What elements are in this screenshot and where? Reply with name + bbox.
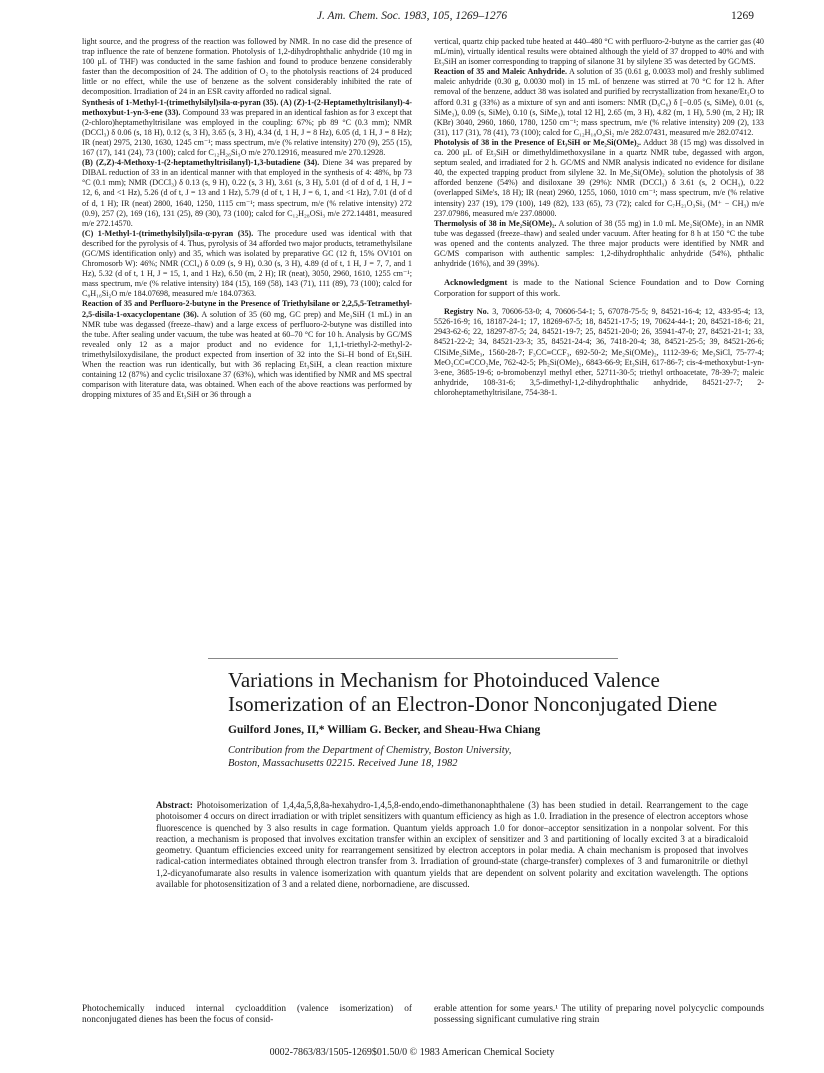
registry-heading: Registry No.: [444, 307, 489, 317]
article-authors: Guilford Jones, II,* William G. Becker, and Sheau-Hwa Chiang: [228, 724, 541, 736]
abstract: [156, 800, 748, 890]
section-body: A solution of 38 (55 mg) in 1.0 mL Me₂Si(OMe)₂ in an NMR tube was degassed (freeze–thaw) and sealed under vacuum. After heating for 8 h at 150 °C the tube was opened and the contents analyzed. The three major products were identified by NMR and GC/MS comparison with authentic samples: 1,2-dihydrophthalic anhydride (54%), phthalic anhydride (16%), and 39 (39%).: [434, 218, 764, 269]
intro-text: erable attention for some years.¹ The utility of preparing novel polycyclic compounds possessing significant cumulative ring strain: [434, 1004, 764, 1026]
article-title: Variations in Mechanism for Photoinduced Valence Isomerization of an Electron-Donor Nonconjugated Diene: [228, 668, 718, 716]
page-number: 1269: [731, 10, 754, 22]
article-affiliation: [228, 744, 728, 770]
right-column: [434, 37, 764, 398]
journal-citation: J. Am. Chem. Soc. 1983, 105, 1269–1276: [316, 10, 508, 22]
paragraph: light source, and the progress of the reaction was followed by NMR. In no case did the presence of trap influence the rate of benzene formation. Photolysis of 1,2-dihydrophthalic anhydride (10 mg in 100 μL of THF) was conducted in the same fashion and found to produce benzene considerably faster than the decomposition of 24. The addition of O₂ to the photolysis reactions of 24 produced little or no effect, while the use of benzene as the solvent considerably inhibited the rate of decomposition. Irradiation of 24 in an ESR cavity afforded no radical signal.: [82, 37, 412, 97]
acknowledgment-heading: Acknowledgment: [444, 277, 508, 288]
running-header: [70, 10, 754, 26]
section-heading: Reaction of 35 and Perfluoro-2-butyne in the Presence of Triethylsilane or 2,2,5,5-Tetramethyl-2,5-disila-1-oxacyclopentane (36).: [82, 299, 412, 319]
affiliation-line: Boston, Massachusetts 02215. Received June 18, 1982: [228, 758, 458, 769]
footer-copyright: 0002-7863/83/1505-1269$01.50/0 © 1983 American Chemical Society: [269, 1047, 555, 1058]
abstract-label: Abstract:: [156, 800, 193, 810]
abstract-text: Photoisomerization of 1,4,4a,5,8,8a-hexahydro-1,4,5,8-endo,endo-dimethanonaphthalene (3) has been studied in detail. Rearrangement to the cage photoisomer 4 occurs on direct irradiation or with triplet sensitizers with quantum efficiency as high as 1.0. Irradiation in the presence of electron acceptors whose fluorescence is quenched by 3 also results in cage formation. Quantum yields approach 1.0 for donor–acceptor sensitization in a nonpolar solvent. For this reaction, a mechanism is proposed that involves excitation transfer within an exciplex of sensitizer and 3 and partitioning of locally excited 3 at a biradicaloid geometry. Quantum efficiencies exceed unity for rearrangement sensitized by electron acceptors in polar media. A chain mechanism is proposed that involves radical-cation intermediates obtained through electron transfer from 3. Irradiation of ground-state (charge-transfer) complexes of 3 and fumaronitrile or diethyl 1,2-dicyanofumarate also results in valence isomerization with quantum yields that are dependent on solvent polarity and excitation wavelength. The options available for photosensitization of 3 and a related diene, norbornadiene, are discussed.: [156, 800, 748, 890]
section-body: Compound 33 was prepared in an identical fashion as for 3 except that (2-chloro)heptamethyltrisilane was employed in the coupling: 67%; pb 89 °C (0.3 mm); NMR (DCCl₃) δ 0.06 (s, 18 H), 0.12 (s, 3 H), 3.65 (s, 3 H), 4.34 (d, 1 H, J = 8 Hz), 6.05 (d, 1 H, J = 8 Hz); IR (neat) 2975, 2130, 1630, 1245 cm⁻¹; mass spectrum, m/e (% relative intensity) 270 (9), 255 (15), 167 (17), 141 (24), 73 (100); calcd for C₁₂H₂₆Si₃O m/e 270.12916, measured m/e 270.12928.: [82, 107, 413, 158]
section-heading: Thermolysis of 38 in Me₂Si(OMe)₂.: [434, 218, 557, 228]
introduction-right: [434, 1004, 764, 1026]
section-body: Diene 34 was prepared by DIBAL reduction of 33 in an identical manner with that employed in the synthesis of 4: 48%, bp 73 °C (0.1 mm); NMR (DCCl₃) δ 0.13 (s, 9 H), 0.22 (s, 3 H), 3.61 (s, 3 H), 5.01 (d of d of d, 1 H, J = 12, 6, and <1 Hz), 5.26 (d of t, J = 13 and 1 Hz), 5.79 (d of t, 1 H, J = 6, 1, and <1 Hz), 7.01 (d of d of d, 1 H); IR (neat) 2800, 1640, 1250, 1115 cm⁻¹; mass spectrum, m/e (% relative intensity) 272 (0.9), 257 (2), 169 (16), 131 (25), 89 (30), 73 (100); calcd for C₁₂H₂₈OSi₃ m/e 272.14481, measured m/e 272.14570.: [82, 158, 412, 228]
section-body: A solution of 35 (0.61 g, 0.0033 mol) and freshly sublimed maleic anhydride (0.30 g, 0.0030 mol) in 15 mL of benzene was stirred at 70 °C for 12 h. After removal of the benzene, adduct 38 was isolated and purified by recrystallization from hexane/Et₂O to afford 0.31 g (33%) as a mixture of syn and anti isomers: NMR (D₆C₆) δ [−0.05 (s, SiMe), 0.01 (s, SiMe₃), 0.09 (s, SiMe), 0.10 (s, SiMe₃), total 12 H], 2.65 (m, 3 H), 4.82 (m, 1 H), 5.90 (m, 2 H); IR (KBr) 3040, 2960, 1860, 1780, 1250 cm⁻¹; mass spectrum, m/e (% relative intensity) 209 (2), 133 (31), 117 (31), 78 (41), 73 (100); calcd for C₁₂H₁₈O₄Si₂ m/e 282.07431, measured m/e 282.07412.: [434, 67, 764, 137]
acknowledgment-body: is made to the National Science Foundation and to Dow Corning Corporation for support of this work.: [434, 277, 764, 299]
intro-text: Photochemically induced internal cycloaddition (valence isomerization) of nonconjugated dienes has been the focus of consid-: [82, 1004, 412, 1026]
acknowledgment: [434, 277, 764, 299]
registry-body: 3, 70606-53-0; 4, 70606-54-1; 5, 67078-75-5; 9, 84521-16-4; 12, 433-95-4; 13, 5526-16-9; 16, 18187-24-1; 17, 18269-67-5; 18, 84521-17-5; 19, 70624-44-1; 20, 84521-18-6; 21, 2943-62-6; 22, 18297-87-5; 24, 84521-19-7; 25, 84521-20-0; 26, 35941-47-0; 27, 84521-21-1; 33, 84521-22-2; 34, 84521-23-3; 35, 84521-24-4; 36, 7418-20-4; 38, 84521-25-5; 39, 84521-26-6; ClSiMe₂SiMe₃, 1560-28-7; F₃CC≡CCF₃, 692-50-2; Me₂Si(OMe)₂, 1112-39-6; Me₃SiCl, 75-77-4; MeO₂CC≡CCO₂Me, 762-42-5; Ph₂Si(OMe)₂, 6843-66-9; Et₃SiH, 617-86-7; cis-4-methoxybut-1-yn-3-ene, 3685-19-6; o-bromobenzyl methyl ether, 52711-30-5; triethyl orthoacetate, 78-39-7; maleic anhydride, 108-31-6; 3,5-dimethyl-1,2-dihydrophthalic anhydride, 84521-27-7; 2-chloroheptamethyltrisilane, 754-38-1.: [434, 307, 764, 397]
section-heading: Synthesis of 1-Methyl-1-(trimethylsilyl)sila-α-pyran (35). (A) (Z)-1-(2-Heptamethyltrisilanyl)-4-methoxybut-1-yn-3-ene (33).: [82, 97, 412, 117]
section-body: The procedure used was identical with that described for the pyrolysis of 4. Thus, pyrolysis of 34 afforded two major products, tetramethylsilane (GC/MS identification only) and 35, which was isolated by preparative GC (12 ft, 15% OV101 on Chromosorb W): 46%; NMR (CCl₄) δ 0.09 (s, 9 H), 0.30 (s, 3 H), 4.89 (d of t, 1 H, J = 7, 7, and 1 Hz), 5.32 (d of t, 1 H, J = 15, 1, and 1 Hz), 6.50 (m, 2 H); IR (neat), 3050, 2960, 1610, 1255 cm⁻¹; mass spectrum, m/e (% relative intensity) 184 (15), 169 (58), 143 (71), 111 (89), 73 (100); calcd for C₈H₁₆Si₂O m/e 184.07698, measured m/e 184.07363.: [82, 228, 412, 299]
left-column: [82, 37, 412, 400]
section-body: A solution of 35 (60 mg, GC prep) and Me₃SiH (1 mL) in an NMR tube was degassed (freeze–thaw) and a large excess of perfluoro-2-butyne was distilled into the tube. After sealing under vacuum, the tube was heated at 60–70 °C for 10 h. Analysis by GC/MS revealed only 12 as a major product and no evidence for 1,1,1-triethyl-2-methyl-2-trimethylsiloxydisilane, the product expected from insertion of 32 into the Si–H bond of Et₃SiH. When the reaction was run identically, but with 36 replacing Et₃SiH, a clean reaction mixture containing 12 (87%) and cyclic trisiloxane 37 (63%), which was identified by NMR and MS spectral comparison with literature data, was obtained. When each of the above reactions was performed by dropping mixtures of 35 and Et₃SiH or 36 through a: [82, 309, 412, 400]
section-heading: (B) (Z,Z)-4-Methoxy-1-(2-heptamethyltrisilanyl)-1,3-butadiene (34).: [82, 158, 320, 168]
section-heading: Photolysis of 38 in the Presence of Et₃SiH or Me₂Si(OMe)₂.: [434, 137, 642, 147]
registry-numbers: [434, 307, 764, 398]
paragraph: vertical, quartz chip packed tube heated at 440–480 °C with perfluoro-2-butyne as the carrier gas (40 mL/min), virtually identical results were obtained although the yield of 37 dropped to 40% and with Et₃SiH an isomer corresponding to trapping of silanone 31 by silylene 35 was detected by GC/MS.: [434, 37, 764, 67]
section-heading: (C) 1-Methyl-1-(trimethylsilyl)sila-α-pyran (35).: [82, 228, 254, 238]
section-body: Adduct 38 (15 mg) was dissolved in ca. 200 μL of Et₃SiH or dimethyldimethoxysilane in a quartz NMR tube, degassed with argon, septum sealed, and irradiated for 2 h. GC/MS and NMR analysis indicated no evidence for disilane 40, the expected trapping product from silylene 32. In Me₂Si(OMe)₂ solution the photolysis of 38 afforded benzene (54%) and disiloxane 39 (29%): NMR (DCCl₃) δ 3.61 (s, 2 OCH₃), 0.22 (overlapped SiMe's, 18 H); IR (neat) 2960, 1255, 1060, 1010 cm⁻¹; mass spectrum, m/e (% relative intensity) 237 (19), 179 (100), 149 (82), 133 (65), 73 (72); calcd for C₇H₂₁O₃Si₃ (M⁺ − CH₃) m/e 237.07986, measured m/e 237.08000.: [434, 137, 764, 218]
introduction-left: [82, 1004, 412, 1026]
section-heading: Reaction of 35 and Maleic Anhydride.: [434, 67, 568, 77]
affiliation-line: Contribution from the Department of Chemistry, Boston University,: [228, 745, 512, 756]
section-divider: [208, 658, 618, 659]
